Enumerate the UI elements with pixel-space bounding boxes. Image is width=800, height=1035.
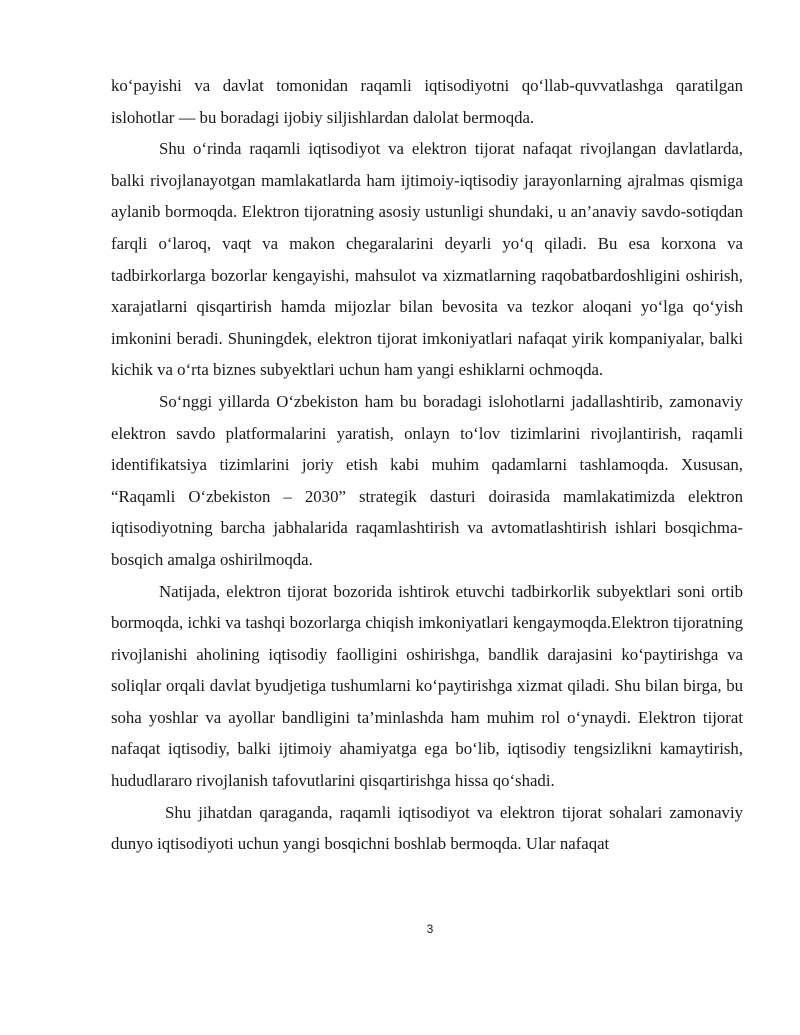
body-text xyxy=(111,70,743,860)
paragraph: So‘nggi yillarda O‘zbekiston ham bu boradagi islohotlarni jadallashtirib, zamonaviy elektron savdo platformalarini yaratish, onlayn to‘lov tizimlarini rivojlantirish, raqamli identifikatsiya tizimlarini joriy etish kabi muhim qadamlarni tashlamoqda. Xususan, “Raqamli O‘zbekiston – 2030” strategik dasturi doirasida mamlakatimizda elektron iqtisodiyotning barcha jabhalarida raqamlashtirish va avtomatlashtirish ishlari bosqichma-bosqich amalga oshirilmoqda. xyxy=(111,391,743,569)
page-number: 3 xyxy=(426,922,434,936)
paragraph: Shu o‘rinda raqamli iqtisodiyot va elektron tijorat nafaqat rivojlangan davlatlarda, balki rivojlanayotgan mamlakatlarda ham ijtimoiy-iqtisodiy jarayonlarning ajralmas qismiga aylanib bormoqda. Elektron tijoratning asosiy ustunligi shundaki, u an’anaviy savdo-sotiqdan farqli o‘laroq, vaqt va makon chegaralarini deyarli yo‘q qiladi. Bu esa korxona va tadbirkorlarga bozorlar kengayishi, mahsulot va xizmatlarning raqobatbardoshligini oshirish, xarajatlarni qisqartirish hamda mijozlar bilan bevosita va tezkor aloqani yo‘lga qo‘yish imkonini beradi. Shuningdek, elektron tijorat imkoniyatlari nafaqat yirik kompaniyalar, balki kichik va o‘rta biznes subyektlari uchun ham yangi eshiklarni ochmoqda. xyxy=(111,139,743,380)
paragraph-continued: ko‘payishi va davlat tomonidan raqamli iqtisodiyotni qo‘llab-quvvatlashga qaratilgan islohotlar — bu boradagi ijobiy siljishlardan dalolat bermoqda. xyxy=(111,76,743,127)
paragraph: Natijada, elektron tijorat bozorida ishtirok etuvchi tadbirkorlik subyektlari soni ortib bormoqda, ichki va tashqi bozorlarga chiqish imkoniyatlari kengaymoqda.Elektron tijoratning rivojlanishi aholining iqtisodiy faolligini oshirishga, bandlik darajasini ko‘paytirishga va soliqlar orqali davlat byudjetiga tushumlarni ko‘paytirishga xizmat qiladi. Shu bilan birga, bu soha yoshlar va ayollar bandligini ta’minlashda ham muhim rol o‘ynaydi. Elektron tijorat nafaqat iqtisodiy, balki ijtimoiy ahamiyatga ega bo‘lib, iqtisodiy tengsizlikni kamaytirish, hududlararo rivojlanish tafovutlarini qisqartirishga hissa qo‘shadi. xyxy=(111,581,743,791)
paragraph: Shu jihatdan qaraganda, raqamli iqtisodiyot va elektron tijorat sohalari zamonaviy dunyo iqtisodiyoti uchun yangi bosqichni boshlab bermoqda. Ular nafaqat xyxy=(111,802,743,854)
